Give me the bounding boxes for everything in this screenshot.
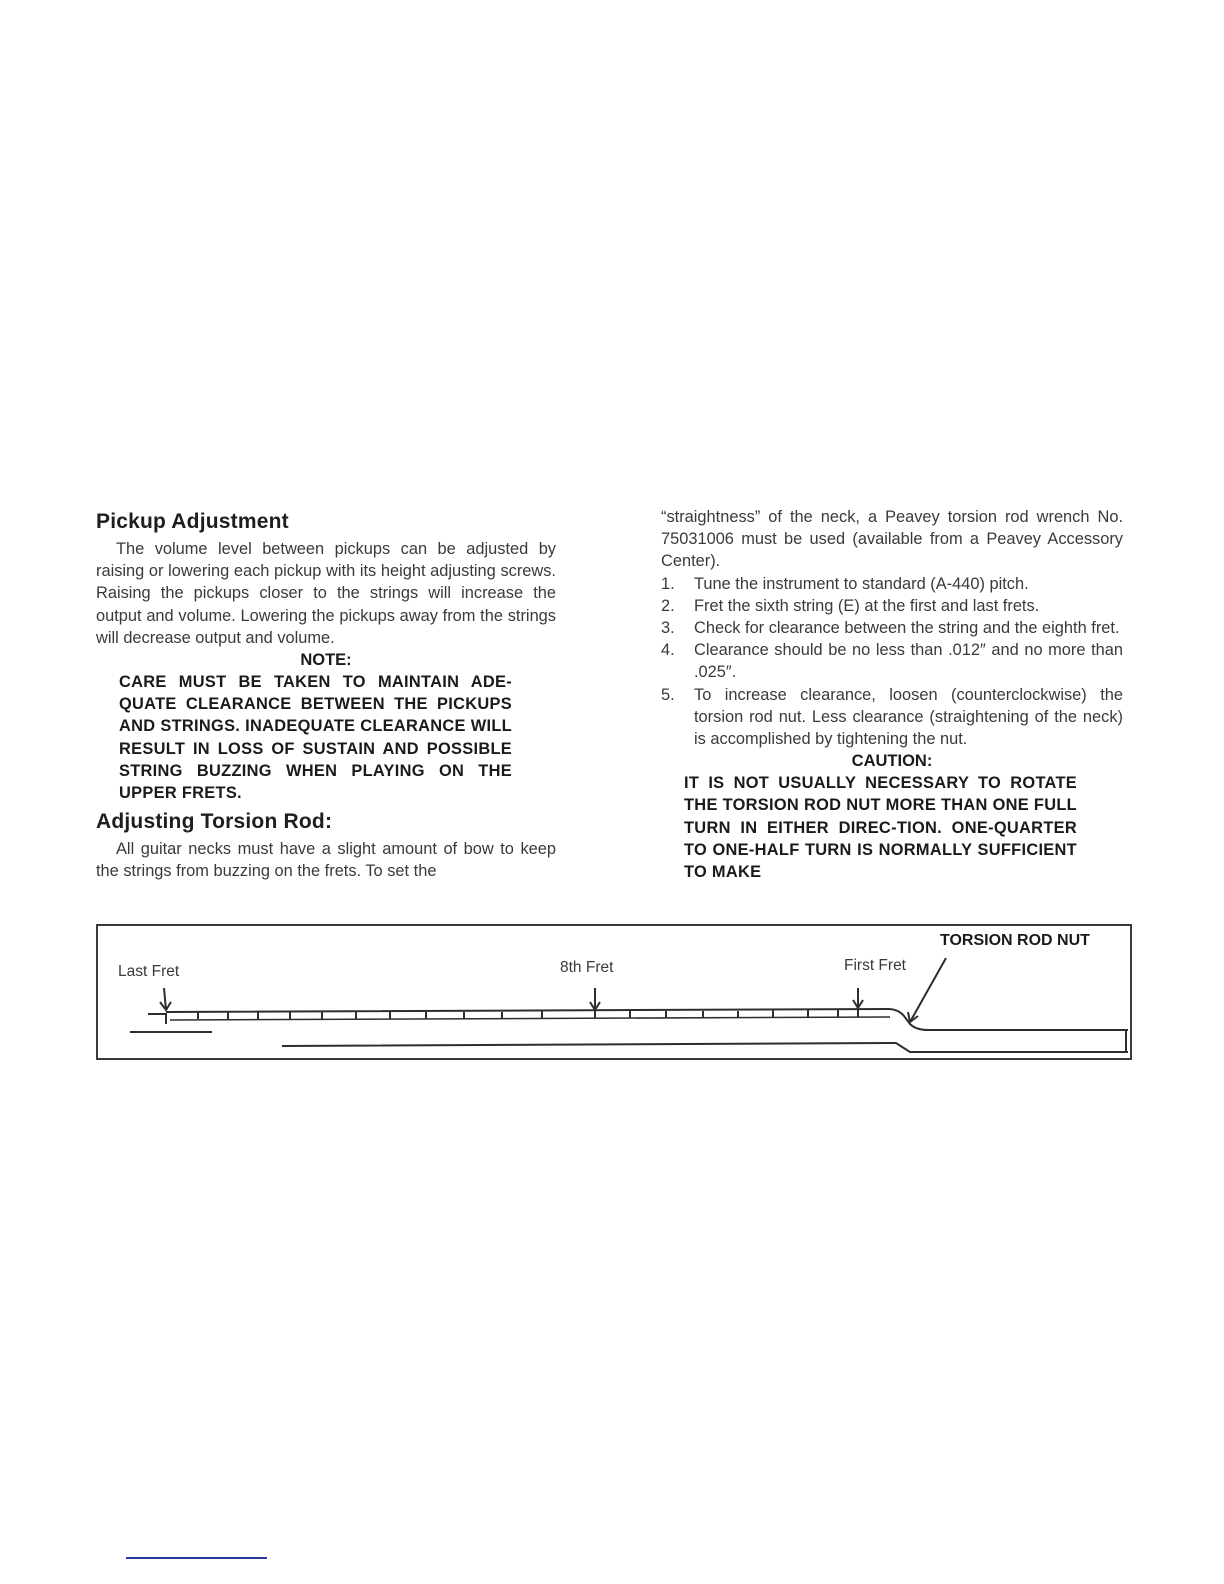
step-text: Tune the instrument to standard (A-440) pitch. (694, 574, 1029, 593)
right-column (661, 504, 1123, 883)
straightness-paragraph: “straightness” of the neck, a Peavey torsion rod wrench No. 75031006 must be used (available from a Peavey Accessory Center). (661, 508, 1123, 571)
left-column (96, 504, 556, 883)
step-number: 3. (661, 619, 675, 638)
eighth-fret-label: 8th Fret (560, 959, 614, 976)
last-fret-arrow (160, 988, 171, 1010)
caution-text: IT IS NOT USUALLY NECESSARY TO ROTATE THE TORSION ROD NUT MORE THAN ONE FULL TURN IN EITHER DIREC-TION. ONE-QUARTER TO ONE-HALF TURN IS NORMALLY SUFFICIENT TO MAKE (684, 774, 1077, 882)
body-stub (148, 1014, 166, 1024)
torsion-rod-diagram (96, 924, 1132, 1060)
torsion-nut-pointer (908, 958, 946, 1022)
step-number: 1. (661, 574, 675, 593)
torsion-rod-paragraph: All guitar necks must have a slight amount of bow to keep the strings from buzzing on the frets. To set the (96, 840, 556, 881)
list-item (661, 595, 1123, 617)
step-text: Fret the sixth string (E) at the first and last frets. (694, 596, 1040, 615)
list-item (661, 684, 1123, 751)
neck-back-line (282, 1043, 1128, 1052)
step-number: 4. (661, 641, 675, 660)
step-text: To increase clearance, loosen (counterclockwise) the torsion rod nut. Less clearance (straightening of the neck) is accomplished by tightening the nut. (694, 685, 1123, 749)
note-heading: NOTE: (300, 651, 352, 670)
caution-heading: CAUTION: (851, 752, 933, 771)
footer-rule (126, 1557, 267, 1559)
list-item (661, 617, 1123, 639)
list-item (661, 573, 1123, 595)
step-text: Check for clearance between the string and the eighth fret. (694, 619, 1120, 638)
eighth-fret-arrow (590, 988, 600, 1010)
adjustment-steps-list (661, 573, 1123, 751)
pickup-adjustment-paragraph: The volume level between pickups can be adjusted by raising or lowering each pickup with its height adjusting screws. Raising the pickups closer to the strings will increase the output and volume. Lowering the pickups away from the strings will decrease output and volume. (96, 540, 556, 647)
step-number: 5. (661, 685, 675, 704)
step-number: 2. (661, 596, 675, 615)
torsion-rod-nut-label: TORSION ROD NUT (940, 932, 1090, 949)
list-item (661, 639, 1123, 683)
step-text: Clearance should be no less than .012″ and no more than .025″. (694, 641, 1123, 682)
pickup-adjustment-heading: Pickup Adjustment (96, 510, 289, 533)
note-text: CARE MUST BE TAKEN TO MAINTAIN ADE-QUATE CLEARANCE BETWEEN THE PICKUPS AND STRINGS. INADEQUATE CLEARANCE WILL RESULT IN LOSS OF SUSTAIN AND POSSIBLE STRING BUZZING WHEN PLAYING ON THE UPPER FRETS. (119, 673, 512, 803)
torsion-rod-heading: Adjusting Torsion Rod: (96, 810, 333, 834)
fretboard-bottom-line (170, 1017, 890, 1020)
first-fret-label: First Fret (844, 957, 906, 974)
last-fret-label: Last Fret (118, 963, 180, 980)
first-fret-arrow (853, 988, 863, 1008)
